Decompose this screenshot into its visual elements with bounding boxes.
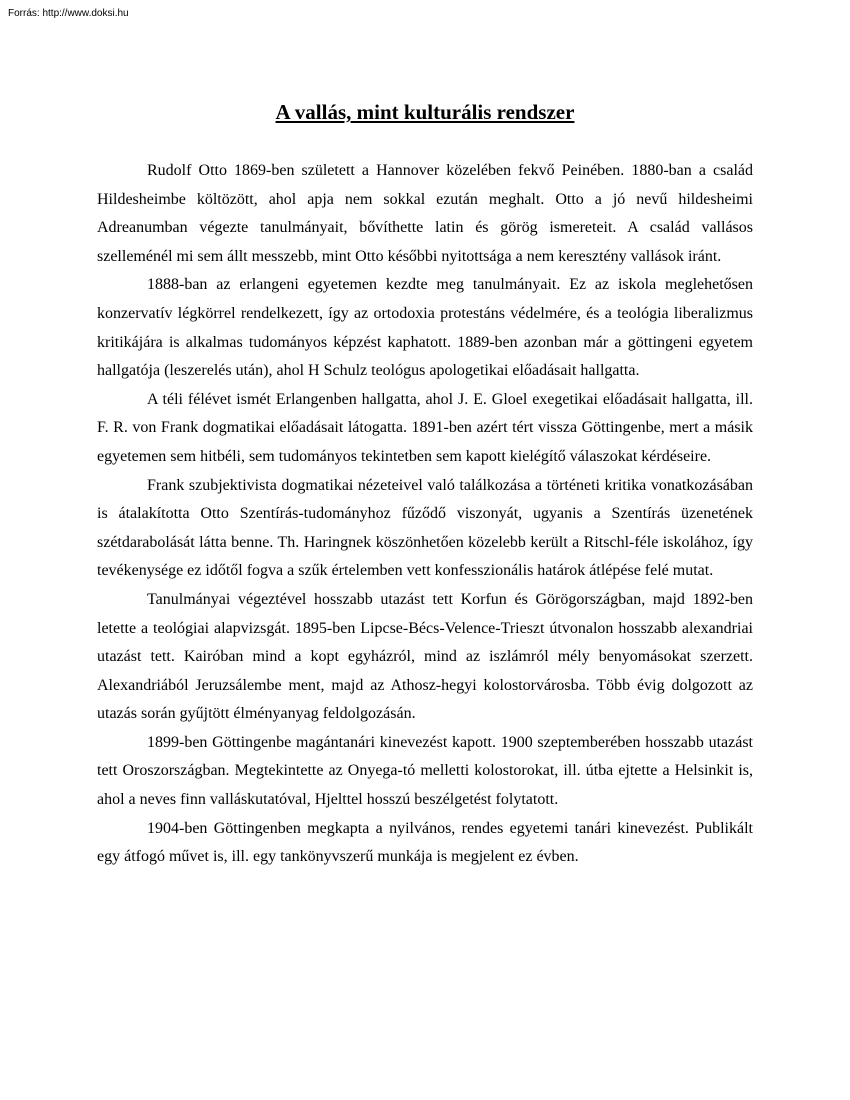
paragraph-6: 1899-ben Göttingenbe magántanári kinevezést kapott. 1900 szeptemberében hosszabb utazást tett Oroszországban. Megtekintette az Onyega-tó melletti kolostorokat, ill. útba ejtette a Helsinkit is, ahol a neves finn valláskutatóval, Hjelttel hosszú beszélgetést folytatott. xyxy=(97,733,753,809)
paragraph-2: 1888-ban az erlangeni egyetemen kezdte meg tanulmányait. Ez az iskola meglehetősen konzervatív légkörrel rendelkezett, így az ortodoxia protestáns védelmére, és a teológia liberalizmus kritikájára is alkalmas tudományos képzést kaphatott. 1889-ben azonban már a göttingeni egyetem hallgatója (leszerelés után), ahol H Schulz teológus apologetikai előadásait hallgatta. xyxy=(97,276,753,380)
paragraph-1: Rudolf Otto 1869-ben született a Hannover közelében fekvő Peinében. 1880-ban a család Hildesheimbe költözött, ahol apja nem sokkal ezután meghalt. Otto a jó nevű hildesheimi Adreanumban végezte tanulmányait, bővíthette latin és görög ismereteit. A család vallásos szelleménél mi sem állt messzebb, mint Otto későbbi nyitottsága a nem keresztény vallások iránt. xyxy=(97,162,753,265)
paragraph-3: A téli félévet ismét Erlangenben hallgatta, ahol J. E. Gloel exegetikai előadásait hallgatta, ill. F. R. von Frank dogmatikai előadásait látogatta. 1891-ben azért tért vissza Göttingenbe, mert a másik egyetemen sem hitbéli, sem tudományos tekintetben sem kapott kielégítő válaszokat kérdéseire. xyxy=(97,390,753,465)
paragraph-5: Tanulmányai végeztével hosszabb utazást tett Korfun és Görögországban, majd 1892-ben letette a teológiai alapvizsgát. 1895-ben Lipcse-Bécs-Velence-Trieszt útvonalon hosszabb alexandriai utazást tett. Kairóban mind a kopt egyházról, mind az iszlámról mély benyomásokat szerzett. Alexandriából Jeruzsálembe ment, majd az Athosz-hegyi kolostorvárosba. Több évig dolgozott az utazás során gyűjtött élményanyag feldolgozásán. xyxy=(97,590,753,723)
paragraph-7: 1904-ben Göttingenben megkapta a nyilvános, rendes egyetemi tanári kinevezést. Publikált egy átfogó művet is, ill. egy tankönyvszerű munkája is megjelent ez évben. xyxy=(97,819,753,866)
document-body xyxy=(97,157,753,872)
page-title: A vallás, mint kulturális rendszer xyxy=(275,100,575,124)
source-attribution: Forrás: http://www.doksi.hu xyxy=(8,8,129,19)
paragraph-4: Frank szubjektivista dogmatikai nézeteivel való találkozása a történeti kritika vonatkozásában is átalakította Otto Szentírás-tudományhoz fűződő viszonyát, ugyanis a Szentírás üzenetének szétdarabolását látta benne. Th. Haringnek köszönhetően közelebb került a Ritschl-féle iskolához, így tevékenysége ez időtől fogva a szűk értelemben vett konfesszionális határok átlépése felé mutat. xyxy=(97,476,753,580)
